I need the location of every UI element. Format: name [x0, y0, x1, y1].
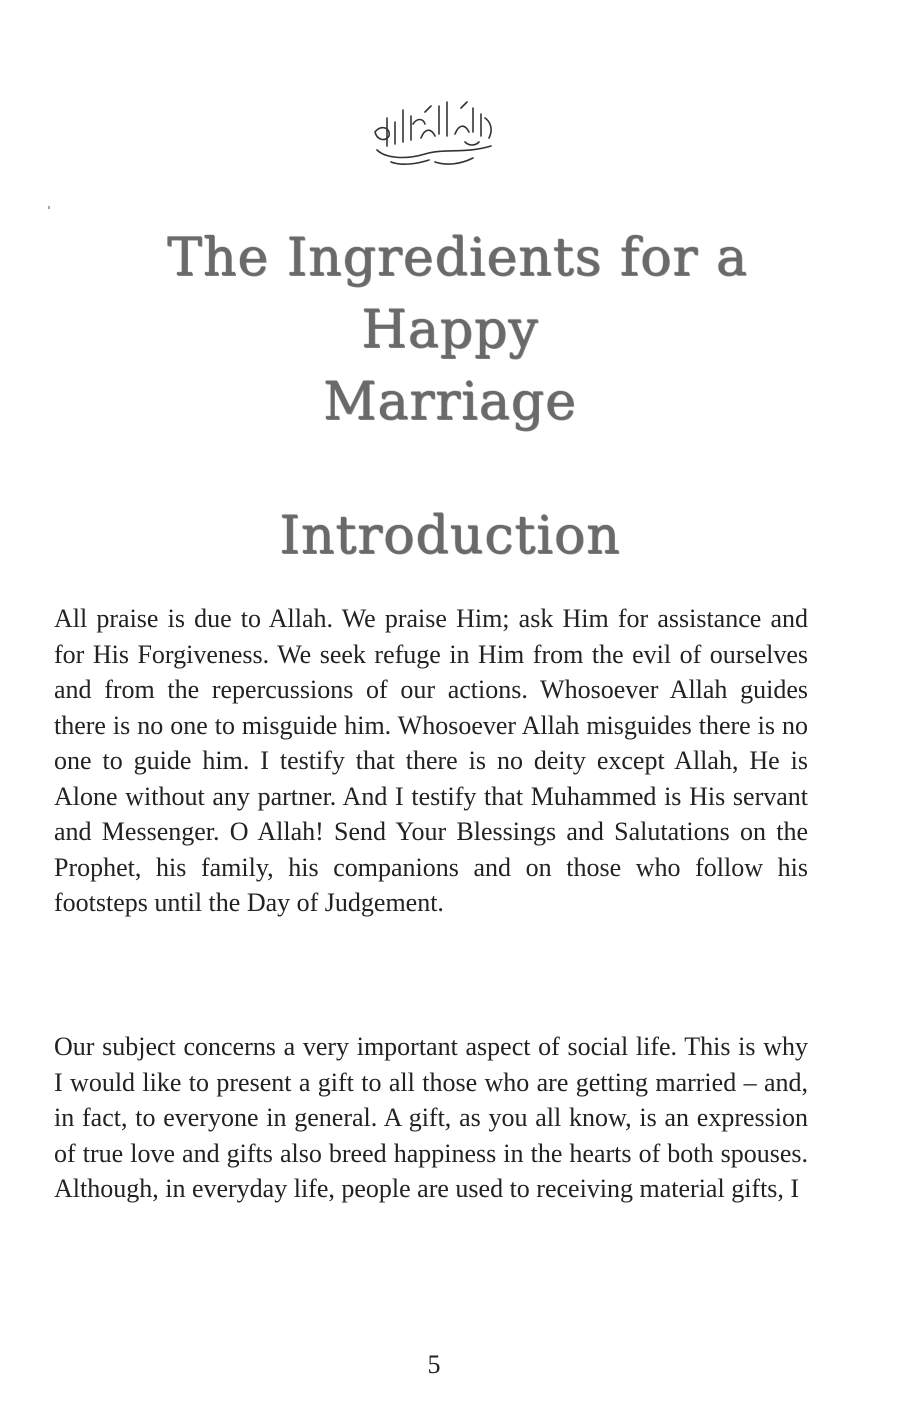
book-title	[0, 222, 900, 438]
section-heading: Introduction	[279, 506, 621, 566]
scan-speck	[48, 206, 50, 209]
title-line-1: The Ingredients for a	[167, 228, 748, 288]
title-line-3: Marriage	[323, 372, 577, 432]
page-number: 5	[427, 1350, 441, 1379]
basmala-calligraphy	[365, 88, 505, 168]
body-paragraph-2: Our subject concerns a very important aspect of social life. This is why I would like to present a gift to all those who are getting married – and, in fact, to everyone in general. A gift, as you all know, is an expression of true love and gifts also breed happiness in the hearts of both spouses. Although, in everyday life, people are used to receiving material gifts, I	[54, 1032, 808, 1203]
body-paragraph-1: All praise is due to Allah. We praise Him; ask Him for assistance and for His Forgiveness. We seek refuge in Him from the evil of ourselves and from the repercussions of our actions. Whosoever Allah guides there is no one to misguide him. Whosoever Allah misguides there is no one to guide him. I testify that there is no deity except Allah, He is Alone without any partner. And I testify that Muhammed is His servant and Messenger. O Allah! Send Your Blessings and Salutations on the Prophet, his family, his companions and on those who follow his footsteps until the Day of Judgement.	[54, 604, 808, 917]
title-line-2: Happy	[361, 300, 539, 360]
